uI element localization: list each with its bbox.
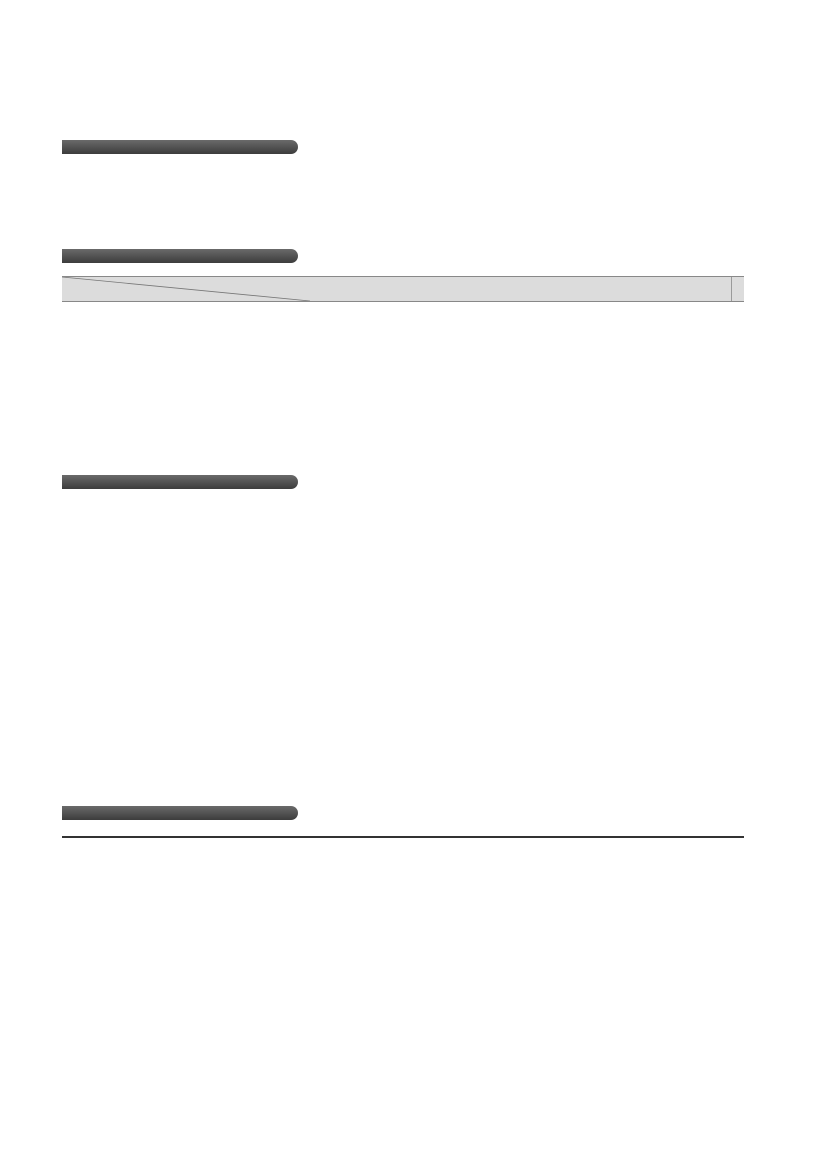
symbol-mark-header <box>62 806 298 820</box>
symbol-grid <box>62 836 744 838</box>
name-composition-header <box>62 475 298 489</box>
performance-table <box>62 276 744 302</box>
features-header <box>62 140 298 154</box>
performance-header <box>62 249 298 263</box>
value-header <box>732 277 744 302</box>
